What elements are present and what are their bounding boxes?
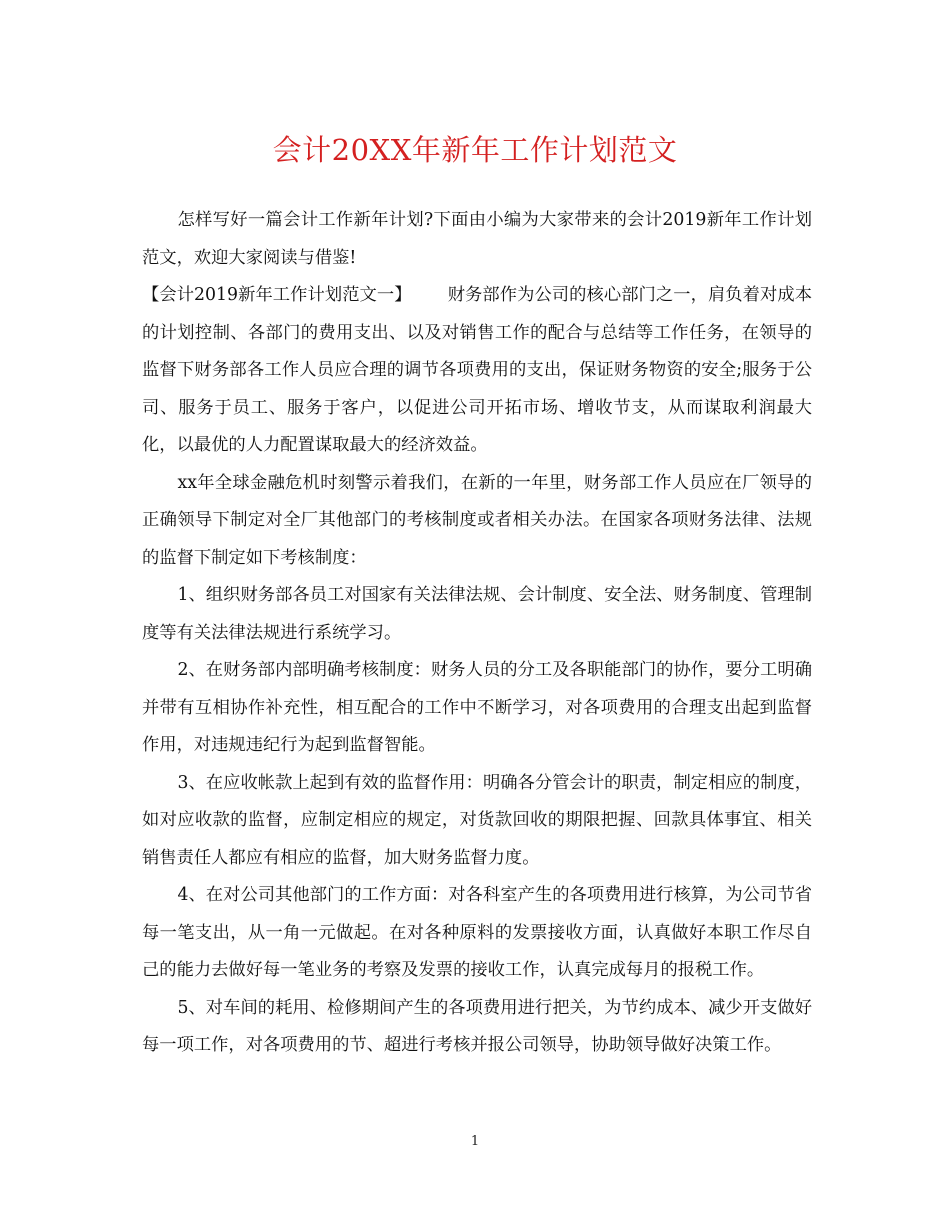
paragraph-context: xx年全球金融危机时刻警示着我们，在新的一年里，财务部工作人员应在厂领导的正确领导下制定对全厂其他部门的考核制度或者相关办法。在国家各项财务法律、法规的监督下制定如下考核制度： (142, 472, 812, 568)
paragraph-item-4: 4、在对公司其他部门的工作方面：对各科室产生的各项费用进行核算，为公司节省每一笔支出，从一角一元做起。在对各种原料的发票接收方面，认真做好本职工作尽自己的能力去做好每一笔业务的考察及发票的接收工作，认真完成每月的报税工作。 (142, 885, 812, 980)
document-title: 会计20XX年新年工作计划范文 (272, 133, 678, 167)
section-heading: 【会计2019新年工作计划范文一】 (142, 285, 412, 305)
intro-paragraph: 怎样写好一篇会计工作新年计划?下面由小编为大家带来的会计2019新年工作计划范文，欢迎大家阅读与借鉴! (142, 210, 812, 268)
page-number: 1 (470, 1134, 480, 1149)
section-text: 财务部作为公司的核心部门之一，肩负着对成本的计划控制、各部门的费用支出、以及对销售工作的配合与总结等工作任务，在领导的监督下财务部各工作人员应合理的调节各项费用的支出，保证财务物资的安全;服务于公司、服务于员工、服务于客户，以促进公司开拓市场、增收节支，从而谋取利润最大化，以最优的人力配置谋取最大的经济效益。 (142, 285, 812, 455)
paragraph-item-3: 3、在应收帐款上起到有效的监督作用：明确各分管会计的职责，制定相应的制度，如对应收款的监督，应制定相应的规定，对货款回收的期限把握、回款具体事宜、相关销售责任人都应有相应的监督，加大财务监督力度。 (142, 772, 812, 868)
section-paragraph (142, 277, 812, 465)
paragraph-item-5: 5、对车间的耗用、检修期间产生的各项费用进行把关，为节约成本、减少开支做好每一项工作，对各项费用的节、超进行考核并报公司领导，协助领导做好决策工作。 (142, 997, 812, 1055)
document-body (142, 202, 812, 1065)
paragraph-item-1: 1、组织财务部各员工对国家有关法律法规、会计制度、安全法、财务制度、管理制度等有关法律法规进行系统学习。 (142, 585, 812, 643)
paragraph-item-2: 2、在财务部内部明确考核制度：财务人员的分工及各职能部门的协作，要分工明确并带有互相协作补充性，相互配合的工作中不断学习，对各项费用的合理支出起到监督作用，对违规违纪行为起到监督智能。 (142, 660, 812, 755)
